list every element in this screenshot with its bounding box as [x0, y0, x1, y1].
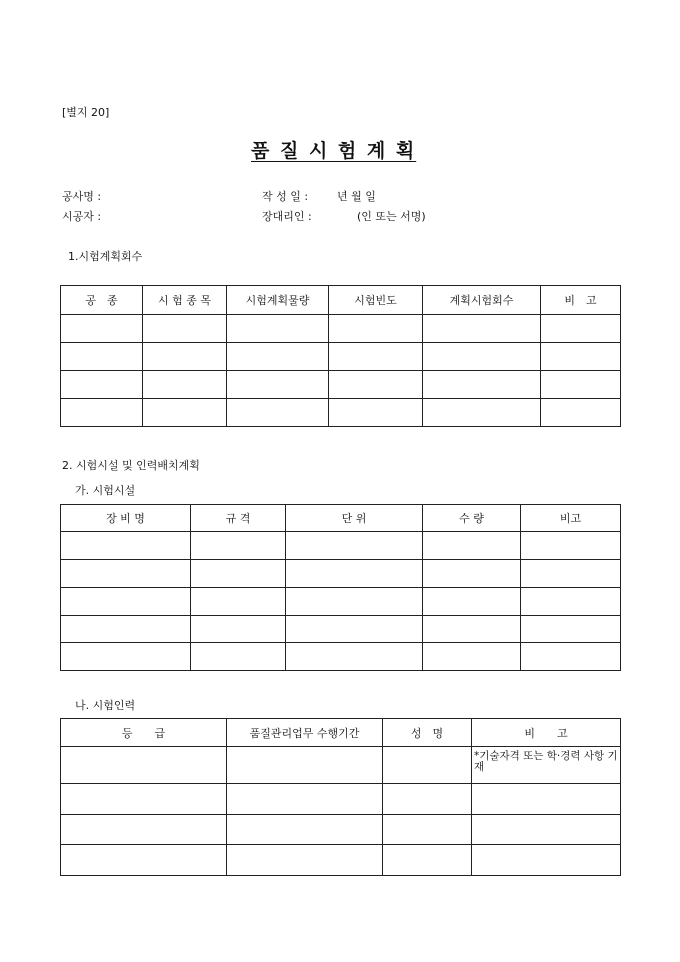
- table-row: [61, 399, 621, 427]
- col-header-test-frequency: 시험빈도: [329, 286, 423, 315]
- section2a-title: 가. 시험시설: [75, 484, 136, 497]
- form-number: [별지 20]: [62, 106, 110, 119]
- test-facility-table: [60, 504, 621, 671]
- table-row: [61, 845, 621, 876]
- table-row: [61, 815, 621, 845]
- table-row: [61, 532, 621, 560]
- table-row: [61, 560, 621, 588]
- col-header-qc-period: 품질관리업무 수행기간: [227, 719, 383, 747]
- section2-title: 2. 시험시설 및 인력배치계획: [62, 459, 200, 472]
- col-header-unit: 단 위: [286, 505, 423, 532]
- project-name-label: 공사명 :: [62, 190, 102, 203]
- section1-title: 1.시험계획회수: [68, 250, 143, 263]
- col-header-quantity: 수 량: [423, 505, 521, 532]
- col-header-remarks: 비 고: [472, 719, 621, 747]
- document-title: 품 질 시 험 계 획: [251, 140, 417, 162]
- table-row: [61, 588, 621, 616]
- section2b-title: 나. 시험인력: [75, 699, 136, 712]
- col-header-remarks: 비 고: [541, 286, 621, 315]
- table-row: [61, 784, 621, 815]
- col-header-planned-quantity: 시험계획물량: [227, 286, 329, 315]
- table-row: [61, 371, 621, 399]
- col-header-grade: 등 급: [61, 719, 227, 747]
- site-agent-label: 장대리인 :: [262, 210, 312, 223]
- table-row: [61, 315, 621, 343]
- table-row: [61, 747, 621, 784]
- col-header-planned-test-count: 계획시험회수: [423, 286, 541, 315]
- col-header-name: 성 명: [383, 719, 472, 747]
- col-header-equipment-name: 장 비 명: [61, 505, 191, 532]
- test-plan-table: [60, 285, 621, 427]
- table-row: [61, 343, 621, 371]
- table-row: [61, 616, 621, 643]
- col-header-remarks: 비고: [521, 505, 621, 532]
- test-personnel-table: [60, 718, 621, 876]
- col-header-test-item: 시 험 종 목: [143, 286, 227, 315]
- seal-label: (인 또는 서명): [357, 210, 426, 223]
- date-label: 작 성 일 :: [262, 190, 309, 203]
- col-header-specification: 규 격: [191, 505, 286, 532]
- col-header-work-type: 공 종: [61, 286, 143, 315]
- remarks-note: *기술자격 또는 학·경력 사항 기재: [472, 747, 621, 784]
- date-value: 년 월 일: [337, 190, 376, 203]
- contractor-label: 시공자 :: [62, 210, 102, 223]
- table-row: [61, 643, 621, 671]
